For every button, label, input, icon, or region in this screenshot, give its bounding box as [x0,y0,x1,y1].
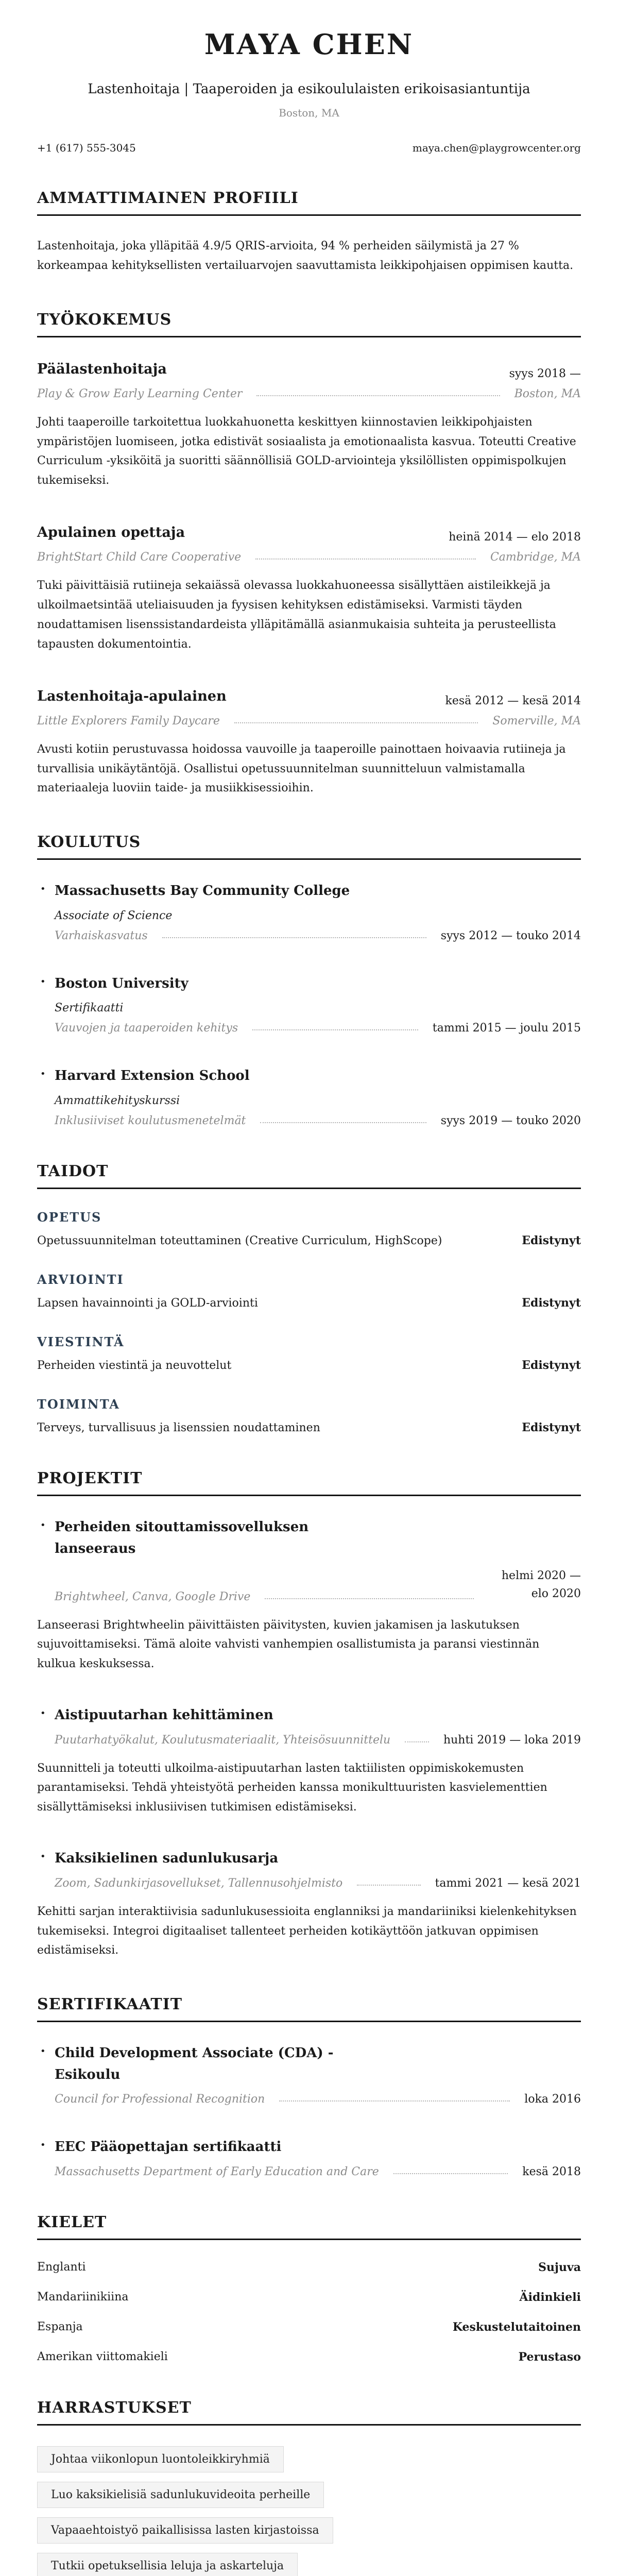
project-description: Suunnitteli ja toteutti ulkoilma-aistipuutarhan lasten taktiilisten oppimiskokemusten parantamiseksi. Tehdä yhteistyötä perheiden kanssa monikulttuuristen kasvielementtien sisällyttämiseksi inklusiivisen tutkimisen edistämiseksi. [37,1761,547,1814]
hobby-tags [37,2446,581,2576]
dotted-leader [265,1598,474,1599]
skill-group [37,1397,581,1434]
person-location: Boston, MA [279,106,339,119]
project-tools: Puutarhatyökalut, Koulutusmateriaalit, Yhteisösuunnittelu [55,1733,391,1747]
language-name: Englanti [37,2260,86,2274]
degree-name: Associate of Science [55,909,173,922]
job-dates: heinä 2014 — elo 2018 [449,531,581,544]
job-location: Somerville, MA [492,714,581,727]
section-heading-experience: TYÖKOKEMUS [37,311,581,337]
skill-level: Edistynyt [522,1359,581,1372]
field-of-study: Varhaiskasvatus [55,929,148,942]
project-tools: Zoom, Sadunkirjasovellukset, Tallennusohjelmisto [55,1876,343,1890]
certificate-title: EEC Pääopettajan sertifikaatti [55,2139,282,2155]
section-skills [37,1162,581,1434]
section-heading-skills: TAIDOT [37,1162,581,1189]
bullet-icon: • [40,2046,46,2057]
dotted-leader [256,395,500,396]
job-title: Apulainen opettaja [37,524,185,541]
education-entry [37,1065,581,1127]
section-projects [37,1469,581,1960]
resume-header [37,28,581,154]
job-company: Little Explorers Family Daycare [37,714,220,727]
profile-text: Lastenhoitaja, joka ylläpitää 4.9/5 QRIS-arvioita, 94 % perheiden säilymistä ja 27 % korkeampaa kehityksellisten vertailuarvojen saavuttamista leikkipohjaisen oppimisen kautta. [37,239,574,272]
certificate-issuer: Massachusetts Department of Early Education and Care [55,2165,379,2178]
language-level: Keskustelutaitoinen [452,2320,581,2334]
language-level: Sujuva [538,2260,581,2274]
field-of-study: Vauvojen ja taaperoiden kehitys [55,1022,238,1035]
dotted-leader [357,1885,420,1886]
project-entry [37,1705,581,1817]
skill-name: Perheiden viestintä ja neuvottelut [37,1359,232,1372]
job-company: BrightStart Child Care Cooperative [37,551,242,564]
section-heading-projects: PROJEKTIT [37,1469,581,1496]
project-description: Lanseerasi Brightwheelin päivittäisten päivitysten, kuvien jakamisen ja laskutuksen sujuvoittamiseksi. Tämä aloite vahvisti vanhempien osallistumista ja paransi viestinnän kulkua keskuksessa. [37,1618,540,1671]
section-languages [37,2213,581,2364]
project-description: Kehitti sarjan interaktiivisia sadunlukusessioita englanniksi ja mandariiniksi kielenkehityksen tukemiseksi. Integroi digitaaliset tallenteet perheiden kotikäyttöön jatkuvan oppimisen edistämiseksi. [37,1905,577,1957]
section-heading-languages: KIELET [37,2213,581,2240]
section-hobbies [37,2399,581,2576]
language-name: Amerikan viittomakieli [37,2350,168,2363]
hobby-tag: Tutkii opetuksellisia leluja ja askarteluja [37,2553,298,2576]
language-level: Äidinkieli [519,2290,581,2304]
person-name: MAYA CHEN [204,28,414,61]
certificate-date: kesä 2018 [522,2165,581,2178]
hobby-tag: Vapaaehtoistyö paikallisissa lasten kirjastoissa [37,2517,333,2544]
certificate-date: loka 2016 [524,2093,581,2106]
section-heading-certificates: SERTIFIKAATIT [37,1995,581,2022]
dotted-leader [162,937,426,938]
project-dates: helmi 2020 — elo 2020 [501,1569,581,1601]
skill-category: TOIMINTA [37,1397,120,1412]
section-profile [37,189,581,276]
skill-level: Edistynyt [522,1234,581,1247]
skill-category: VIESTINTÄ [37,1334,125,1349]
bullet-icon: • [40,2140,46,2151]
job-entry [37,358,581,491]
dotted-leader [252,1029,418,1030]
school-name: Massachusetts Bay Community College [55,883,350,899]
skill-name: Terveys, turvallisuus ja lisenssien noudattaminen [37,1421,320,1434]
dotted-leader [405,1741,429,1742]
dotted-leader [279,2100,510,2102]
dotted-leader [255,558,476,560]
section-certificates [37,1995,581,2178]
bullet-icon: • [40,1520,46,1531]
section-heading-hobbies: HARRASTUKSET [37,2399,581,2426]
section-experience [37,311,581,799]
skill-category: OPETUS [37,1210,102,1225]
bullet-icon: • [40,976,46,987]
job-dates: syys 2018 — [509,367,581,380]
certificate-entry [37,2137,581,2178]
section-heading-education: KOULUTUS [37,833,581,860]
skill-name: Lapsen havainnointi ja GOLD-arviointi [37,1297,258,1310]
job-title: Päälastenhoitaja [37,361,167,377]
education-dates: syys 2019 — touko 2020 [440,1114,581,1127]
dotted-leader [260,1122,426,1123]
job-title: Lastenhoitaja-apulainen [37,688,227,704]
language-name: Mandariinikiina [37,2290,129,2303]
skill-group [37,1210,581,1247]
job-entry [37,521,581,654]
project-tools: Brightwheel, Canva, Google Drive [55,1590,251,1603]
bullet-icon: • [40,884,46,895]
job-entry [37,685,581,799]
language-name: Espanja [37,2320,83,2333]
bullet-icon: • [40,1851,46,1862]
skill-level: Edistynyt [522,1296,581,1310]
skill-category: ARVIOINTI [37,1272,124,1287]
job-dates: kesä 2012 — kesä 2014 [445,694,581,707]
skill-level: Edistynyt [522,1421,581,1434]
skill-name: Opetussuunnitelman toteuttaminen (Creative Curriculum, HighScope) [37,1234,442,1247]
contact-row [37,142,581,154]
job-description: Tuki päivittäisiä rutiineja sekaiässä olevassa luokkahuoneessa sisällyttäen aistileikkejä ja ulkoilmaetsintää uteliaisuuden ja fyysisen kehityksen edistämiseksi. Varmisti täyden noudattamisen lisenssistandardeista ylläpitämällä asianmukaisia suhteita ja perusteellista tapausten dokumentointia. [37,579,556,651]
job-company: Play & Grow Early Learning Center [37,387,243,400]
language-row [37,2350,581,2364]
degree-name: Sertifikaatti [55,1002,124,1015]
degree-name: Ammattikehityskurssi [55,1094,180,1107]
school-name: Harvard Extension School [55,1068,250,1084]
language-row [37,2261,581,2274]
education-entry [37,880,581,942]
education-entry [37,973,581,1035]
certificate-title: Child Development Associate (CDA) - Esikoulu [55,2045,334,2082]
language-level: Perustaso [518,2350,581,2364]
project-entry [37,1517,581,1674]
job-location: Cambridge, MA [490,551,581,564]
field-of-study: Inklusiiviset koulutusmenetelmät [55,1114,246,1127]
skill-group [37,1272,581,1310]
bullet-icon: • [40,1708,46,1719]
language-row [37,2291,581,2304]
project-title: Kaksikielinen sadunlukusarja [55,1851,279,1867]
job-description: Avusti kotiin perustuvassa hoidossa vauvoille ja taaperoille painottaen hoivaavia rutiineja ja turvallisia unikäytäntöjä. Osallistui opetussuunnitelman suunnitteluun valmistamalla materiaaleja luoviin taide- ja musiikkisessioihin. [37,742,566,795]
person-title: Lastenhoitaja | Taaperoiden ja esikoululaisten erikoisasiantuntija [88,81,530,97]
email-address: maya.chen@playgrowcenter.org [412,141,581,154]
certificate-issuer: Council for Professional Recognition [55,2093,265,2106]
education-dates: syys 2012 — touko 2014 [440,929,581,942]
skill-group [37,1334,581,1372]
project-dates: tammi 2021 — kesä 2021 [435,1876,581,1890]
section-education [37,833,581,1127]
dotted-leader [234,722,478,723]
job-location: Boston, MA [514,387,581,400]
project-title: Aistipuutarhan kehittäminen [55,1707,273,1723]
job-description: Johti taaperoille tarkoitettua luokkahuonetta keskittyen kiinnostavien leikkipohjaisten ympäristöjen luomiseen, jotka edistivät sosiaalista ja emotionaalista kasvua. Toteutti Creative Curriculum -yksiköitä ja suoritti säännöllisiä GOLD-arviointeja yksilöllisten oppimispolkujen tukemiseksi. [37,415,576,487]
phone-number: +1 (617) 555-3045 [37,141,136,154]
school-name: Boston University [55,975,188,991]
hobby-tag: Luo kaksikielisiä sadunlukuvideoita perheille [37,2482,324,2508]
certificate-entry [37,2043,581,2106]
education-dates: tammi 2015 — joulu 2015 [432,1022,581,1035]
project-dates: huhti 2019 — loka 2019 [443,1733,581,1747]
project-title: Perheiden sitouttamissovelluksen lanseeraus [55,1519,309,1556]
dotted-leader [393,2173,508,2174]
language-row [37,2320,581,2334]
hobby-tag: Johtaa viikonlopun luontoleikkiryhmiä [37,2446,284,2472]
project-entry [37,1848,581,1960]
bullet-icon: • [40,1069,46,1080]
section-heading-profile: AMMATTIMAINEN PROFIILI [37,189,581,216]
